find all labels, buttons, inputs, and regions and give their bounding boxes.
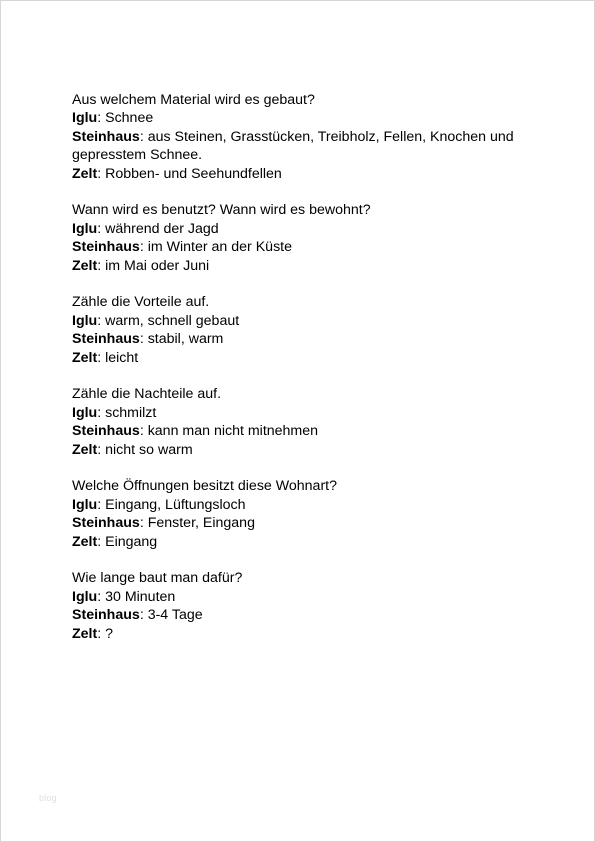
answer-label: Iglu [72,404,98,421]
answer-label: Iglu [72,312,98,329]
answer-label: Zelt [72,349,98,366]
answer-zelt [72,349,552,367]
answer-label: Steinhaus [72,515,140,532]
watermark: blog [39,793,57,803]
answer-label: Iglu [72,220,98,237]
answer-text: : 30 Minuten [97,588,176,605]
answer-steinhaus [72,238,552,256]
answer-text: : kann man nicht mitnehmen [139,423,319,440]
answer-iglu [72,220,552,238]
answer-label: Steinhaus [72,331,140,348]
answer-steinhaus [72,422,552,440]
section-advantages [72,293,552,367]
answer-label: Iglu [72,110,98,127]
answer-label: Zelt [72,257,98,274]
answer-text: : leicht [97,349,139,366]
answer-text: : Eingang [97,533,158,550]
answer-steinhaus [72,606,552,624]
answer-label: Steinhaus [72,239,140,256]
section-build-time [72,569,552,643]
answer-zelt [72,257,552,275]
section-material [72,91,552,183]
question-material: Aus welchem Material wird es gebaut? [72,92,315,108]
answer-iglu [72,312,552,330]
answer-text: : Robben- und Seehundfellen [97,165,282,182]
question-build-time: Wie lange baut man dafür? [72,570,243,587]
answer-text: : schmilzt [97,404,157,421]
answer-text: : im Mai oder Juni [97,257,210,274]
question-openings: Welche Öffnungen besitzt diese Wohnart? [72,478,337,495]
answer-zelt [72,625,552,643]
answer-label: Iglu [72,588,98,605]
answer-text: : im Winter an der Küste [139,239,292,256]
document-body [72,91,552,662]
answer-iglu [72,109,552,127]
answer-text: : ? [97,625,114,642]
answer-text: : Eingang, Lüftungsloch [97,496,246,513]
answer-label: Zelt [72,625,98,642]
answer-label: Steinhaus [72,607,140,624]
answer-label: Steinhaus [72,423,140,440]
question-disadvantages: Zähle die Nachteile auf. [72,386,222,403]
answer-iglu [72,404,552,422]
answer-iglu [72,496,552,514]
answer-steinhaus [72,514,552,532]
answer-iglu [72,588,552,606]
answer-text: : nicht so warm [97,441,193,458]
question-usage: Wann wird es benutzt? Wann wird es bewohnt? [72,202,371,219]
answer-text: : während der Jagd [97,220,219,237]
section-disadvantages [72,385,552,459]
section-usage [72,201,552,275]
answer-label: Zelt [72,533,98,550]
answer-label: Iglu [72,496,98,513]
answer-zelt [72,441,552,459]
answer-text: : 3-4 Tage [139,607,203,624]
question-advantages: Zähle die Vorteile auf. [72,294,210,311]
answer-label: Zelt [72,165,98,182]
answer-text: : warm, schnell gebaut [97,312,240,329]
answer-zelt [72,165,552,183]
answer-zelt [72,533,552,551]
answer-text: : aus Steinen, Grasstücken, Treibholz, Fellen, Knochen und gepresstem Schnee. [72,128,514,164]
answer-text: : Fenster, Eingang [139,515,255,532]
answer-steinhaus [72,128,552,165]
answer-label: Steinhaus [72,128,140,145]
answer-label: Zelt [72,441,98,458]
answer-text: : stabil, warm [139,331,224,348]
section-openings [72,477,552,551]
answer-text: : Schnee [97,110,154,127]
answer-steinhaus [72,330,552,348]
